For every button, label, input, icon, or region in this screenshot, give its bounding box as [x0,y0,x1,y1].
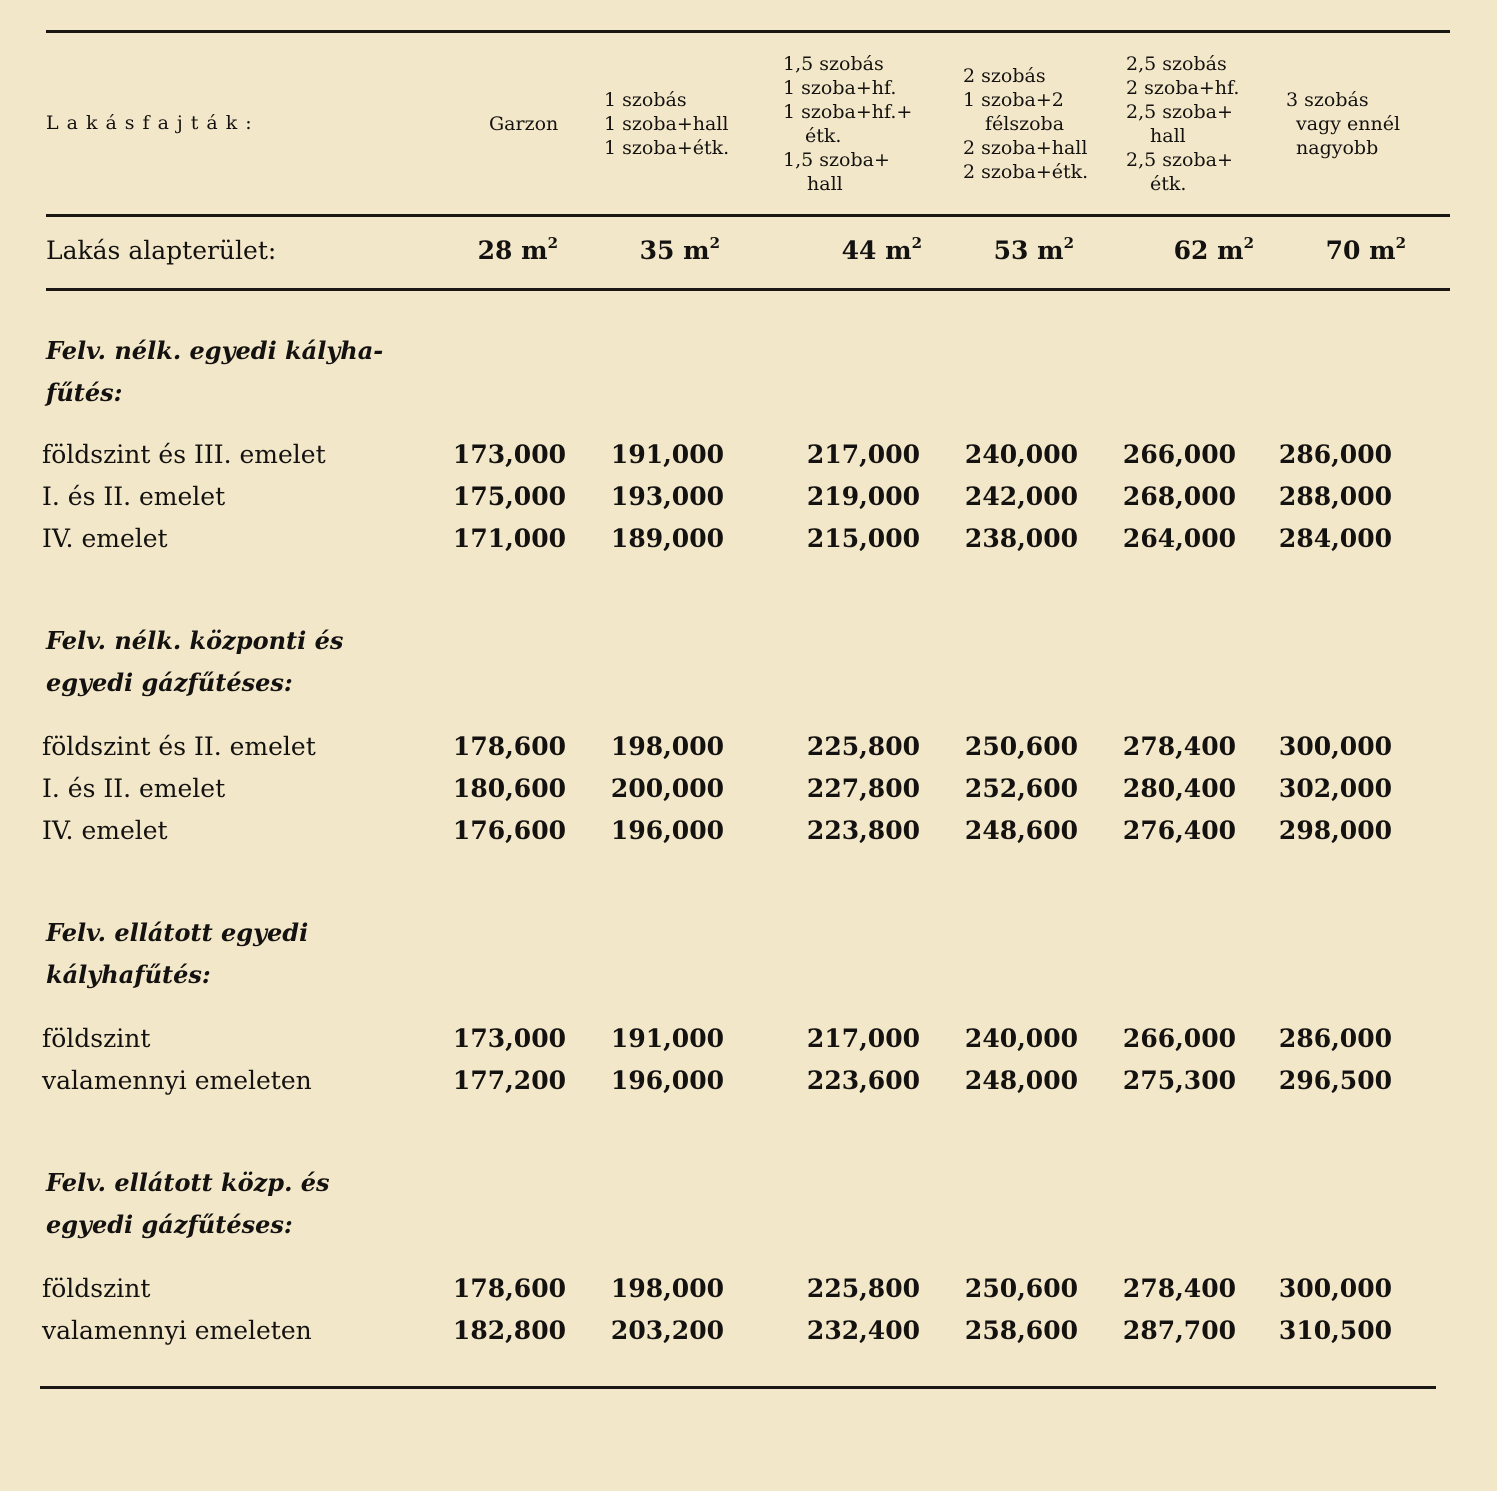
section-title: egyedi gázfűtéses: [46,1210,293,1239]
price-cell: 198,000 [610,732,724,761]
header-line: 1,5 szoba+ [783,149,890,171]
header-col-15szobas [783,52,912,196]
price-cell: 173,000 [452,1024,566,1053]
header-line: hall [1150,125,1186,147]
section-title: fűtés: [46,378,123,407]
section-title: Felv. nélk. központi és [46,626,344,655]
price-cell: 300,000 [1278,1274,1392,1303]
price-cell: 227,800 [806,774,920,803]
price-cell: 284,000 [1278,524,1392,553]
price-cell: 242,000 [964,482,1078,511]
price-cell: 252,600 [964,774,1078,803]
header-col-2szobas [963,64,1088,184]
price-cell: 310,500 [1278,1316,1392,1345]
bottom-rule [40,1386,1436,1389]
header-line: 1 szoba+hall [604,113,729,135]
price-cell: 198,000 [610,1274,724,1303]
header-line: étk. [805,125,842,147]
price-cell: 178,600 [452,1274,566,1303]
price-cell: 176,600 [452,816,566,845]
row-label: földszint [42,1274,151,1303]
price-cell: 266,000 [1122,440,1236,469]
area-value: 44 $m^2$ [841,234,922,265]
section-title: Felv. ellátott egyedi [46,918,309,947]
header-line: 2,5 szoba+ [1126,149,1233,171]
price-cell: 287,700 [1122,1316,1236,1345]
header-line: 3 szobás [1286,89,1369,111]
header-line: nagyobb [1296,137,1379,159]
row-label: IV. emelet [42,524,168,553]
price-cell: 240,000 [964,440,1078,469]
header-col-garzon [489,112,558,136]
header-line: Garzon [489,113,559,135]
price-cell: 280,400 [1122,774,1236,803]
price-cell: 286,000 [1278,440,1392,469]
price-cell: 264,000 [1122,524,1236,553]
area-value: 28 $m^2$ [477,234,558,265]
price-cell: 217,000 [806,440,920,469]
price-cell: 248,600 [964,816,1078,845]
price-cell: 225,800 [806,1274,920,1303]
price-cell: 171,000 [452,524,566,553]
price-cell: 258,600 [964,1316,1078,1345]
row-label: valamennyi emeleten [42,1316,312,1345]
area-rule [46,288,1450,291]
section-title: Felv. ellátott közp. és [46,1168,330,1197]
area-value: 35 $m^2$ [639,234,720,265]
header-line: 1 szobás [604,89,687,111]
price-cell: 177,200 [452,1066,566,1095]
section-title: kályhafűtés: [46,960,211,989]
price-cell: 225,800 [806,732,920,761]
area-label: Lakás alapterület: [46,236,277,265]
price-cell: 286,000 [1278,1024,1392,1053]
top-rule [46,30,1450,33]
header-line: 2 szoba+hf. [1126,77,1240,99]
header-line: étk. [1150,173,1187,195]
area-value: 70 $m^2$ [1325,234,1406,265]
row-label: valamennyi emeleten [42,1066,312,1095]
header-label: Lakásfajták: [46,112,260,134]
row-label: IV. emelet [42,816,168,845]
price-cell: 232,400 [806,1316,920,1345]
price-cell: 173,000 [452,440,566,469]
header-col-3szobas [1286,88,1400,160]
price-cell: 200,000 [610,774,724,803]
header-line: 2 szobás [963,65,1046,87]
price-cell: 180,600 [452,774,566,803]
header-col-25szobas [1126,52,1239,196]
price-cell: 182,800 [452,1316,566,1345]
price-cell: 189,000 [610,524,724,553]
section-title: egyedi gázfűtéses: [46,668,293,697]
header-line: 1 szoba+étk. [604,137,730,159]
header-line: hall [807,173,843,195]
price-cell: 203,200 [610,1316,724,1345]
area-value: 62 $m^2$ [1173,234,1254,265]
price-cell: 223,600 [806,1066,920,1095]
header-line: 1 szoba+2 [963,89,1064,111]
price-cell: 250,600 [964,732,1078,761]
price-cell: 175,000 [452,482,566,511]
price-cell: 238,000 [964,524,1078,553]
price-cell: 196,000 [610,1066,724,1095]
header-line: 2 szoba+étk. [963,161,1089,183]
price-cell: 215,000 [806,524,920,553]
price-cell: 240,000 [964,1024,1078,1053]
row-label: földszint és II. emelet [42,732,316,761]
header-line: 1,5 szobás [783,53,884,75]
header-line: 1 szoba+hf.+ [783,101,913,123]
price-cell: 223,800 [806,816,920,845]
price-cell: 276,400 [1122,816,1236,845]
price-cell: 248,000 [964,1066,1078,1095]
price-cell: 278,400 [1122,1274,1236,1303]
price-cell: 266,000 [1122,1024,1236,1053]
header-line: vagy ennél [1296,113,1401,135]
price-cell: 191,000 [610,440,724,469]
price-cell: 298,000 [1278,816,1392,845]
row-label: I. és II. emelet [42,482,226,511]
price-cell: 217,000 [806,1024,920,1053]
price-cell: 268,000 [1122,482,1236,511]
price-cell: 250,600 [964,1274,1078,1303]
row-label: I. és II. emelet [42,774,226,803]
header-line: 2 szoba+hall [963,137,1088,159]
price-cell: 288,000 [1278,482,1392,511]
price-cell: 178,600 [452,732,566,761]
price-cell: 193,000 [610,482,724,511]
price-cell: 191,000 [610,1024,724,1053]
row-label: földszint [42,1024,151,1053]
price-cell: 219,000 [806,482,920,511]
price-cell: 196,000 [610,816,724,845]
section-title: Felv. nélk. egyedi kályha- [46,336,384,365]
row-label: földszint és III. emelet [42,440,326,469]
header-line: félszoba [985,113,1065,135]
header-line: 2,5 szobás [1126,53,1227,75]
header-col-1szobas [604,88,729,160]
price-cell: 302,000 [1278,774,1392,803]
header-line: 2,5 szoba+ [1126,101,1233,123]
price-cell: 275,300 [1122,1066,1236,1095]
price-cell: 278,400 [1122,732,1236,761]
area-value: 53 $m^2$ [993,234,1074,265]
price-cell: 296,500 [1278,1066,1392,1095]
price-cell: 300,000 [1278,732,1392,761]
header-line: 1 szoba+hf. [783,77,897,99]
header-rule [46,214,1450,217]
